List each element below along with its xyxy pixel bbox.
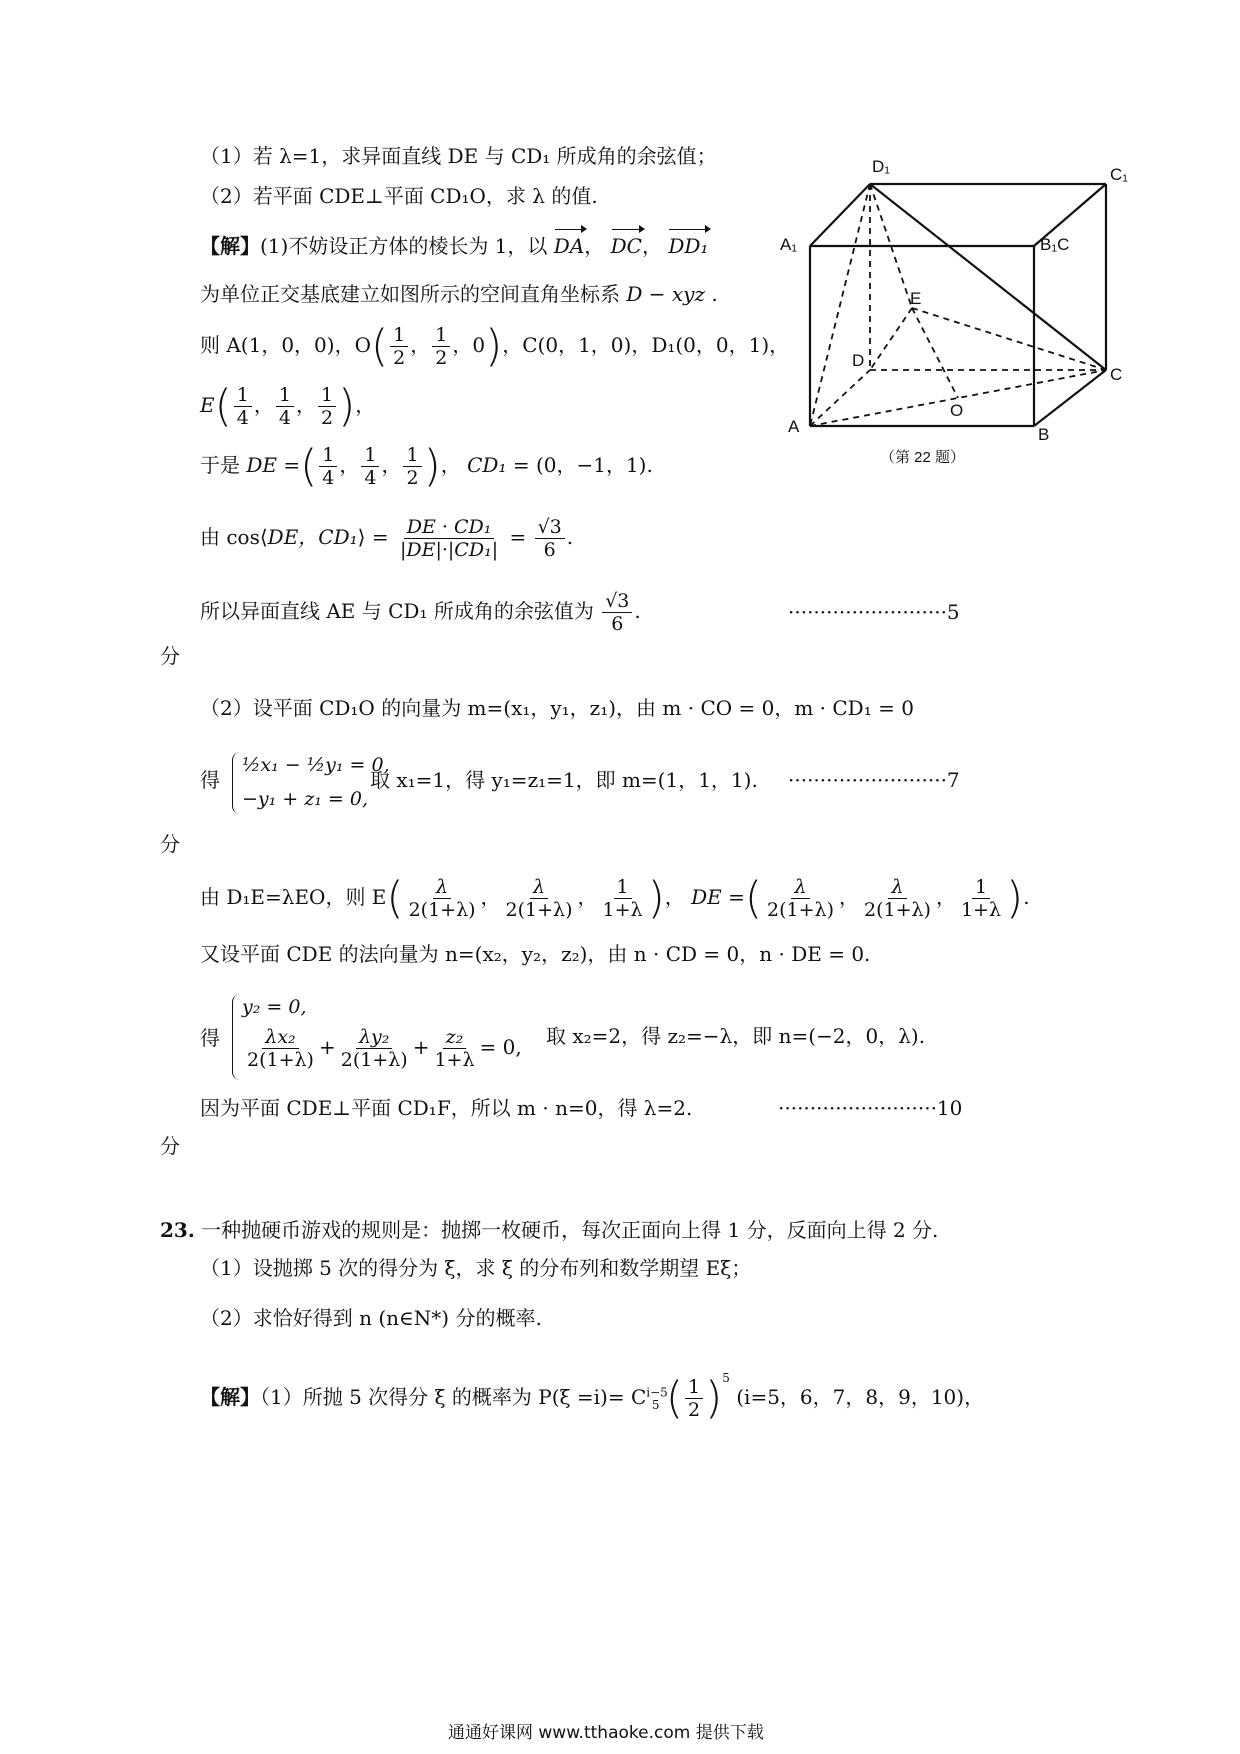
problem-23-q1: （1）设抛掷 5 次的得分为 ξ，求 ξ 的分布列和数学期望 Eξ； [200,1256,752,1280]
take-2: 取 x₂=2，得 z₂=−λ，即 n=(−2，0，λ). [546,1024,926,1048]
label-c: C [1110,365,1123,384]
fraction-lam-c: $\frac{\lambda}{2(1+\lambda)}$ [767,876,834,921]
cube-figure [780,150,1150,470]
cosine-line: 由 cos⟨DE，CD₁⟩ = $\frac{\text{DE · CD₁}}{\text{|DE|·|CD₁|}}$ = $\frac{√3}{6}$ . [200,516,574,561]
fraction-one-b: $\frac{1}{1+\lambda}$ [960,876,1002,921]
cos-prefix: 由 cos⟨ [200,525,268,549]
coords-line: 则 A(1，0，0)，O( $\frac{1}{2}$ ， $\frac{1}{2}$ ，0)，C(0，1，0)，D₁(0，0，1)， [200,320,790,372]
cd1-label: CD₁ [467,453,507,477]
label-o: O [950,401,964,420]
power: 5 [722,1371,730,1385]
problem-23-q2: （2）求恰好得到 n (n∈N*) 分的概率. [200,1306,542,1330]
coords-c: ，C(0，1，0)，D₁(0，0，1)， [502,333,790,357]
label-b1c: B₁C [1040,235,1070,254]
system1-eq-a: ½x₁ − ½y₁ = 0, [242,754,390,776]
system2-eq-a: y₂ = 0, [242,996,307,1018]
question-2: （2）若平面 CDE⊥平面 CD₁O，求 λ 的值. [200,184,598,208]
yushi-text: 于是 [200,453,240,477]
solution-line-1: 【解】(1)不妨设正方体的棱长为 1，以 DA， DC， DD₁ [200,234,709,258]
edge-d1-c [870,184,1106,370]
score-marker-5: ·························5 [788,600,960,624]
cd1-value: = (0，−1，1). [512,453,653,477]
fraction-half-c: $\frac{1}{2}$ [318,384,336,429]
edge-b-c [1034,370,1106,426]
score-unit-3: 分 [160,1134,180,1158]
edge-a-d [810,370,870,426]
system2-eq-b: $\frac{\text{λx₂}}{2(1+\lambda)}$ + $\frac{\text{λy₂}}{2(1+\lambda)}$ + $\frac{\text{z₂}}{1+\lambda}$ = 0, [242,1026,522,1071]
label-a1: A₁ [780,235,798,254]
brace-2 [232,994,241,1080]
vector-da: DA [553,234,585,258]
solution-text: (1)不妨设正方体的棱长为 1，以 [260,234,548,258]
fraction-quarter-d: $\frac{1}{4}$ [361,444,379,489]
label-c1: C₁ [1110,165,1129,184]
edge-e-d [870,308,912,370]
de-label: DE [246,453,277,477]
d1e-text: 由 D₁E=λEO，则 E [200,885,387,909]
label-d: D [852,351,865,370]
fraction-quarter-b: $\frac{1}{4}$ [276,384,294,429]
point-e-line: E( $\frac{1}{4}$ ， $\frac{1}{4}$ ， $\frac{1}{2}$ )， [200,380,376,432]
fraction-one-a: $\frac{1}{1+\lambda}$ [602,876,643,921]
de-word-2: 得 [200,1026,220,1050]
label-a: A [788,417,800,436]
index-range: (i=5，6，7，8，9，10)， [736,1385,985,1409]
edge-e-c [912,308,1106,370]
fraction-half-d: $\frac{1}{2}$ [403,444,421,489]
basis-line [200,280,718,308]
fraction-half-b: $\frac{1}{2}$ [432,324,450,369]
edge-a1-d1 [810,184,870,246]
label-b: B [1038,425,1050,444]
score-marker-10: ·························10 [778,1096,963,1120]
take-1: 取 x₁=1，得 y₁=z₁=1，即 m=(1，1，1). [370,768,758,792]
problem-23-stem [160,1216,938,1244]
fraction-half-23: $\frac{1}{2}$ [685,1376,703,1421]
dot-product-fraction: $\frac{\text{DE · CD₁}}{\text{|DE|·|CD₁|}}$ [399,516,499,561]
vector-dc: DC [610,234,642,258]
fraction-lam-b: $\frac{\lambda}{2(1+\lambda)}$ [505,876,573,921]
de-vec2-label: DE = [691,885,745,909]
fraction-sys2-c: $\frac{\text{z₂}}{1+\lambda}$ [434,1026,475,1071]
fraction-half-a: $\frac{1}{2}$ [390,324,408,369]
system1-eq-b: −y₁ + z₁ = 0, [242,788,369,810]
solution-label-23: 【解】 [200,1385,260,1409]
footer: 通通好课网 www.tthaoke.com 提供下载 [448,1723,764,1743]
combination: $C^{i-5}_5$ [630,1385,668,1412]
cos-result-fraction: $\frac{√3}{6}$ [535,516,565,561]
solution-label: 【解】 [200,234,260,258]
normal-line: 又设平面 CDE 的法向量为 n=(x₂，y₂，z₂)，由 n · CD = 0，n · DE = 0. [200,942,871,966]
score-unit-1: 分 [160,644,180,668]
fraction-sys2-b: $\frac{\text{λy₂}}{2(1+\lambda)}$ [340,1026,408,1071]
because-line: 因为平面 CDE⊥平面 CD₁F，所以 m · n=0，得 λ=2. [200,1096,693,1120]
de-vector-line: 于是 DE =( $\frac{1}{4}$ ， $\frac{1}{4}$ ， $\frac{1}{2}$ )， CD₁ = (0，−1，1). [200,440,653,492]
score-unit-2: 分 [160,832,180,856]
question-1: （1）若 λ=1，求异面直线 DE 与 CD₁ 所成角的余弦值； [200,144,717,168]
vector-dd1: DD₁ [668,234,709,258]
conclusion-text: 所以异面直线 AE 与 CD₁ 所成角的余弦值为 [200,599,594,623]
problem-stem: 一种抛硬币游戏的规则是：抛掷一枚硬币，每次正面向上得 1 分，反面向上得 2 分. [201,1218,939,1242]
point-e-label: E [200,393,215,417]
brace-1 [232,752,241,814]
fraction-lam-a: $\frac{\lambda}{2(1+\lambda)}$ [408,876,476,921]
cos-vectors: DE，CD₁ [267,525,358,549]
fraction-sys2-a: $\frac{\text{λx₂}}{2(1+\lambda)}$ [247,1026,314,1071]
separator: ， [440,453,461,477]
edge-e-o [912,308,958,398]
fraction-quarter-c: $\frac{1}{4}$ [319,444,337,489]
label-d1: D₁ [872,157,891,176]
score-marker-7: ·························7 [788,768,960,792]
edge-d1-a [810,184,870,426]
conclusion-fraction: $\frac{√3}{6}$ [602,590,632,635]
coords-prefix: 则 A(1，0，0)，O [200,333,371,357]
fraction-quarter-a: $\frac{1}{4}$ [234,384,252,429]
conclusion-1: 所以异面直线 AE 与 CD₁ 所成角的余弦值为 $\frac{√3}{6}$ . [200,590,641,635]
part2-line: （2）设平面 CD₁O 的向量为 m=(x₁，y₁，z₁)，由 m · CO = 0，m · CD₁ = 0 [200,696,914,720]
d1e-line: 由 D₁E=λEO，则 E( $\frac{\lambda}{2(1+\lambda)}$ ， $\frac{\lambda}{2(1+\lambda)}$ ， $\frac{1}{1+\lambda}$ )， DE =( $\frac{\lambda}{2(1+\lambda)}$ ， $\frac{\lambda}{2(1+\lambda)}$ ， $\frac{1}{1+\lambda}$ ). [200,872,1030,924]
de-word-1: 得 [200,768,220,792]
problem-23-solution: 【解】（1）所抛 5 次得分 ξ 的概率为 $P(\xi =i)= C^{i-5}_5$ ( $\frac{1}{2}$ )$^5$ (i=5，6，7，8，9，10)， [200,1371,985,1424]
basis-text: 为单位正交基底建立如图所示的空间直角坐标系 [200,282,620,306]
fraction-lam-d: $\frac{\lambda}{2(1+\lambda)}$ [864,876,931,921]
coordinate-system: D − xyz . [626,282,718,306]
problem-number: 23. [160,1218,195,1242]
solution-text-23: （1）所抛 5 次得分 ξ 的概率为 P(ξ =i)= [260,1385,625,1409]
cos-close: ⟩ = [357,525,389,549]
figure-caption: （第 22 题） [880,449,966,466]
label-e: E [910,289,922,308]
